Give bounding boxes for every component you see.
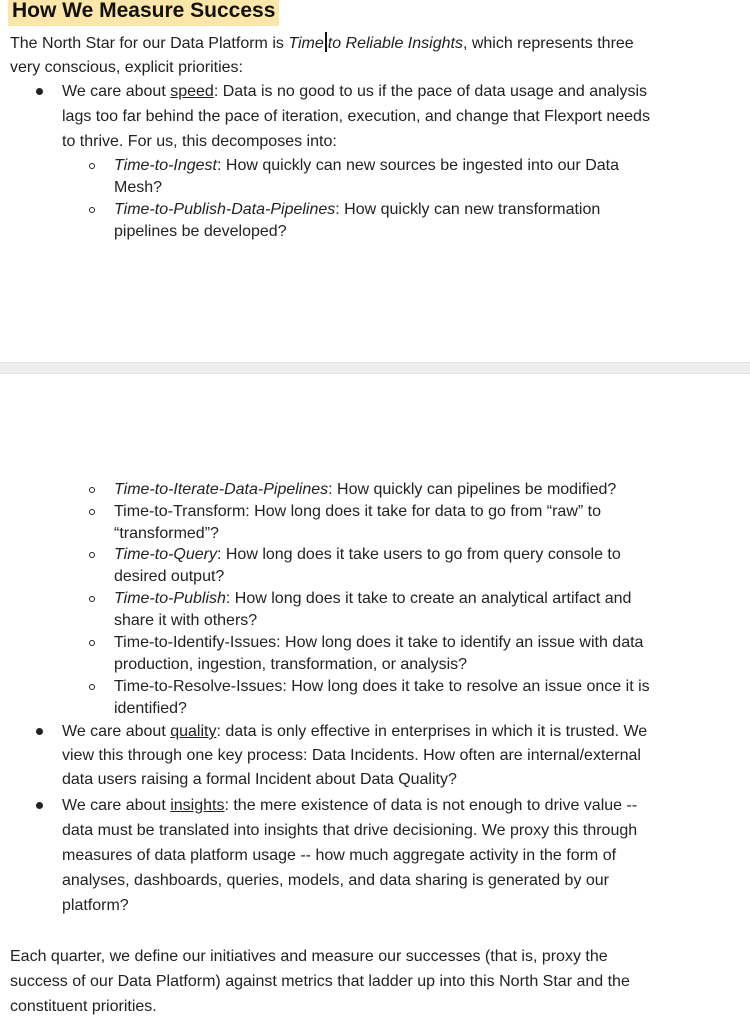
sub-bullet-icon	[89, 509, 95, 515]
subitem-query-line-1: Time-to-Query: How long does it take users to go from query console to	[114, 546, 621, 563]
sub-bullet-icon	[89, 684, 95, 690]
bullet-icon	[36, 802, 43, 809]
subitem-resolve-line-2: identified?	[114, 700, 187, 717]
speed-line-2: lags too far behind the pace of iteration, execution, and change that Flexport needs	[62, 108, 650, 125]
bullet-icon	[36, 88, 43, 95]
insights-line-3: measures of data platform usage -- how much aggregate activity in the form of	[62, 847, 617, 864]
section-heading: How We Measure Success	[8, 0, 279, 26]
quality-line-2: view this through one key process: Data Incidents. How often are internal/external	[62, 747, 641, 764]
text-cursor	[325, 32, 327, 52]
subitem-identify-line-1: Time-to-Identify-Issues: How long does it take to identify an issue with data	[114, 634, 644, 651]
quality-line-1: We care about quality: data is only effective in enterprises in which it is trusted. We	[62, 723, 648, 740]
bullet-icon	[36, 728, 43, 735]
intro-line-1: The North Star for our Data Platform is Time to Reliable Insights, which represents three	[10, 32, 634, 57]
sub-bullet-icon	[89, 487, 95, 493]
quality-line-3: data users raising a formal Incident about Data Quality?	[62, 771, 457, 788]
sub-bullet-icon	[89, 640, 95, 646]
subitem-transform-line-2: “transformed”?	[114, 525, 219, 542]
speed-line-3: to thrive. For us, this decomposes into:	[62, 133, 337, 150]
intro-line-2: very conscious, explicit priorities:	[10, 59, 243, 76]
subitem-transform-line-1: Time-to-Transform: How long does it take for data to go from “raw” to	[114, 503, 601, 520]
sub-bullet-icon	[89, 552, 95, 558]
subitem-publish-pipelines-line-2: pipelines be developed?	[114, 223, 287, 240]
closing-line-1: Each quarter, we define our initiatives and measure our successes (that is, proxy the	[10, 948, 608, 965]
insights-line-1: We care about insights: the mere existence of data is not enough to drive value --	[62, 797, 638, 814]
speed-line-1: We care about speed: Data is no good to us if the pace of data usage and analysis	[62, 83, 647, 100]
sub-bullet-icon	[89, 596, 95, 602]
subitem-publish-line-1: Time-to-Publish: How long does it take to create an analytical artifact and	[114, 590, 632, 607]
sub-bullet-icon	[89, 163, 95, 169]
sub-bullet-icon	[89, 207, 95, 213]
page-break	[0, 362, 750, 374]
subitem-ingest-line-1: Time-to-Ingest: How quickly can new sources be ingested into our Data	[114, 157, 619, 174]
subitem-iterate-line-1: Time-to-Iterate-Data-Pipelines: How quickly can pipelines be modified?	[114, 481, 617, 498]
closing-line-2: success of our Data Platform) against metrics that ladder up into this North Star and the	[10, 973, 630, 990]
closing-line-3: constituent priorities.	[10, 998, 157, 1015]
subitem-identify-line-2: production, ingestion, transformation, or analysis?	[114, 656, 468, 673]
subitem-ingest-line-2: Mesh?	[114, 179, 163, 196]
insights-line-4: analyses, dashboards, queries, models, and data sharing is generated by our	[62, 872, 610, 889]
subitem-publish-line-2: share it with others?	[114, 612, 258, 629]
insights-line-5: platform?	[62, 897, 129, 914]
insights-line-2: data must be translated into insights that drive decisioning. We proxy this through	[62, 822, 638, 839]
subitem-resolve-line-1: Time-to-Resolve-Issues: How long does it take to resolve an issue once it is	[114, 678, 650, 695]
subitem-publish-pipelines-line-1: Time-to-Publish-Data-Pipelines: How quickly can new transformation	[114, 201, 601, 218]
subitem-query-line-2: desired output?	[114, 568, 225, 585]
